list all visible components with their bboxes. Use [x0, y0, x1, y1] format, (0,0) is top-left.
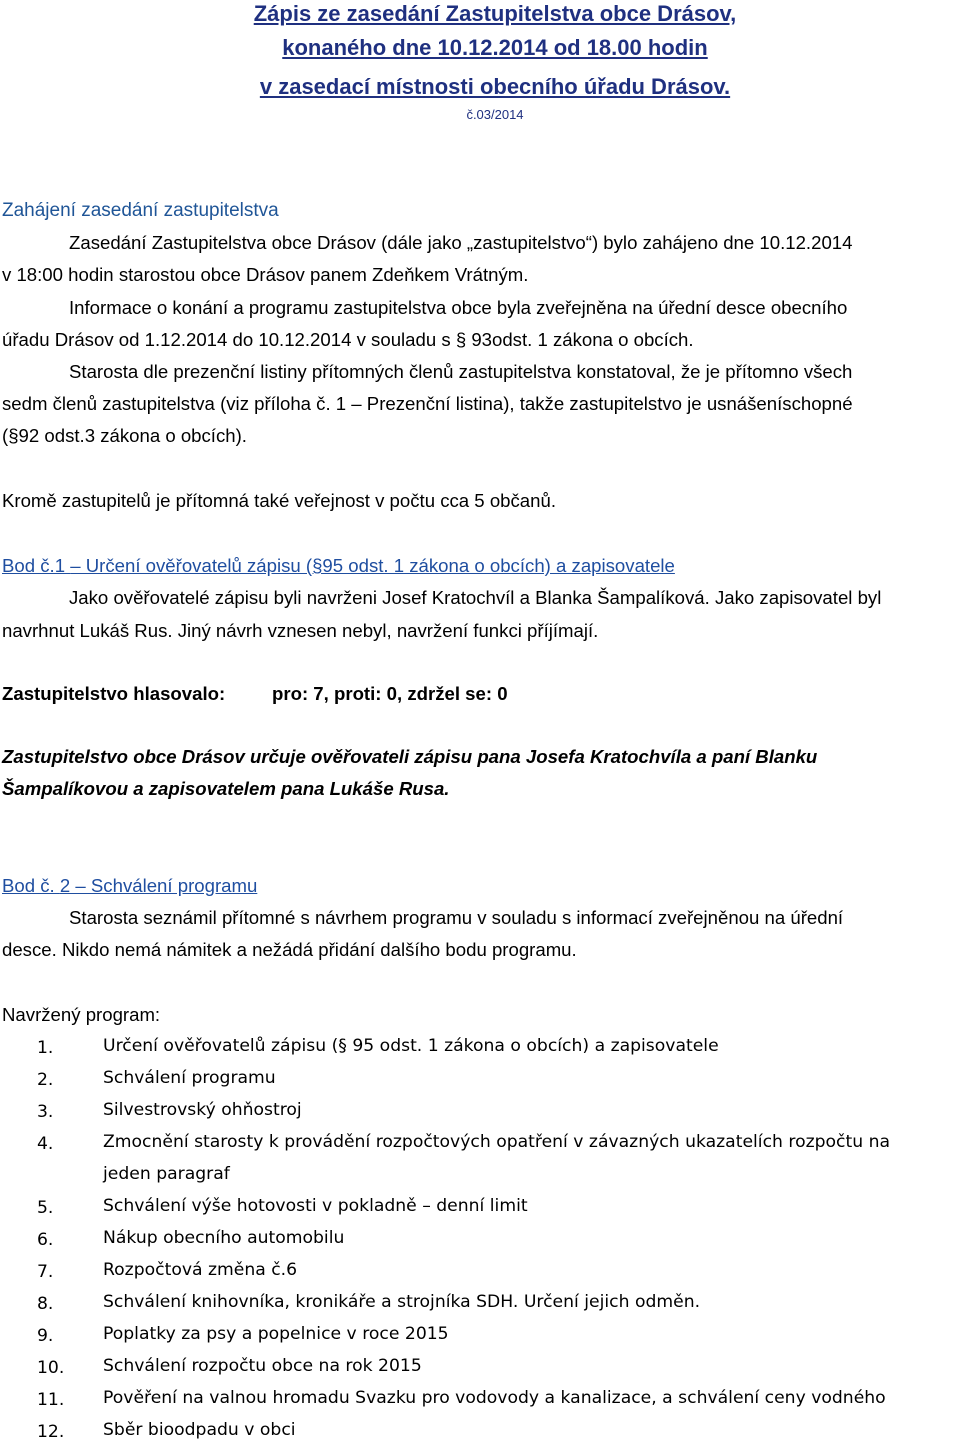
item-1-title: – Určení ověřovatelů zápisu (§95 odst. 1 zákona o obcích) a zapisovatele — [70, 555, 675, 576]
item-1-heading — [2, 554, 675, 578]
program-item-text: Rozpočtová změna č.6 — [103, 1260, 298, 1280]
public-attendance-line: Kromě zastupitelů je přítomná také veřejnost v počtu cca 5 občanů. — [2, 490, 556, 511]
opening-line-4: úřadu Drásov od 1.12.2014 do 10.12.2014 v souladu s § 93odst. 1 zákona o obcích. — [2, 329, 694, 350]
opening-line-6: sedm členů zastupitelstva (viz příloha č. 1 – Prezenční listina), takže zastupitelstvo je usnášeníschopné — [2, 393, 853, 414]
item-2-title: 2 – Schválení programu — [59, 875, 258, 896]
program-item-number: 7. — [37, 1262, 54, 1282]
program-item-number: 12. — [37, 1422, 65, 1442]
section-heading-opening: Zahájení zasedání zastupitelstva — [2, 200, 279, 221]
opening-line-7: (§92 odst.3 zákona o obcích). — [2, 425, 247, 446]
program-item-text: Silvestrovský ohňostroj — [103, 1100, 302, 1120]
program-item-text: Určení ověřovatelů zápisu (§ 95 odst. 1 zákona o obcích) a zapisovatele — [103, 1036, 719, 1056]
program-item-number: 11. — [37, 1390, 65, 1410]
item-1-prefix: Bod č.1 — [2, 555, 71, 576]
program-label: Navržený program: — [2, 1004, 161, 1025]
program-item-number: 2. — [37, 1070, 54, 1090]
vote-label: Zastupitelstvo hlasovalo: — [2, 683, 226, 704]
item-2-prefix: Bod č. — [2, 875, 60, 896]
program-item-number: 10. — [37, 1358, 65, 1378]
program-item-text: Schválení výše hotovosti v pokladně – denní limit — [103, 1196, 528, 1216]
program-item-text: Nákup obecního automobilu — [103, 1228, 345, 1248]
program-item-number: 9. — [37, 1326, 54, 1346]
program-item-number: 4. — [37, 1134, 54, 1154]
program-item-text: Pověření na valnou hromadu Svazku pro vodovody a kanalizace, a schválení ceny vodného — [103, 1388, 886, 1408]
opening-line-3: Informace o konání a programu zastupitelstva obce byla zveřejněna na úřední desce obecního — [69, 297, 848, 318]
program-item-text: Poplatky za psy a popelnice v roce 2015 — [103, 1324, 449, 1344]
opening-line-2: v 18:00 hodin starostou obce Drásov panem Zdeňkem Vrátným. — [2, 264, 529, 285]
document-title-line-3: v zasedací místnosti obecního úřadu Drásov. — [259, 74, 731, 99]
program-item-text: Sběr bioodpadu v obci — [103, 1420, 296, 1440]
program-item-number: 8. — [37, 1294, 54, 1314]
resolution-line-2: Šampalíkovou a zapisovatelem pana Lukáše Rusa. — [2, 778, 450, 799]
document-number: č.03/2014 — [466, 107, 524, 122]
item-1-line-1: Jako ověřovatelé zápisu byli navrženi Josef Kratochvíl a Blanka Šampalíková. Jako zapisovatel byl — [69, 587, 882, 608]
opening-line-5: Starosta dle prezenční listiny přítomných členů zastupitelstva konstatoval, že je přítomno všech — [69, 361, 853, 382]
item-2-heading — [2, 874, 257, 898]
document-title-line-1: Zápis ze zasedání Zastupitelstva obce Drásov, — [253, 1, 737, 26]
program-item-text: Schválení rozpočtu obce na rok 2015 — [103, 1356, 422, 1376]
program-item-number: 5. — [37, 1198, 54, 1218]
program-item-text: Schválení programu — [103, 1068, 276, 1088]
opening-line-1: Zasedání Zastupitelstva obce Drásov (dále jako „zastupitelstvo“) bylo zahájeno dne 10.12.2014 — [69, 232, 853, 253]
item-2-line-2: desce. Nikdo nemá námitek a nežádá přidání dalšího bodu programu. — [2, 939, 577, 960]
program-item-text: Schválení knihovníka, kronikáře a strojníka SDH. Určení jejich odměn. — [103, 1292, 701, 1312]
document-title-line-2: konaného dne 10.12.2014 od 18.00 hodin — [282, 35, 708, 60]
program-item-number: 3. — [37, 1102, 54, 1122]
program-item-text-continued: jeden paragraf — [103, 1164, 230, 1184]
program-item-number: 1. — [37, 1038, 54, 1058]
program-item-text: Zmocnění starosty k provádění rozpočtových opatření v závazných ukazatelích rozpočtu na — [103, 1132, 890, 1152]
program-item-number: 6. — [37, 1230, 54, 1250]
resolution-line-1: Zastupitelstvo obce Drásov určuje ověřovateli zápisu pana Josefa Kratochvíla a paní Blanku — [2, 746, 818, 767]
vote-result: pro: 7, proti: 0, zdržel se: 0 — [272, 683, 508, 704]
item-1-line-2: navrhnut Lukáš Rus. Jiný návrh vznesen nebyl, navržení funkci příjímají. — [2, 620, 599, 641]
item-2-line-1: Starosta seznámil přítomné s návrhem programu v souladu s informací zveřejněnou na úřední — [69, 907, 844, 928]
